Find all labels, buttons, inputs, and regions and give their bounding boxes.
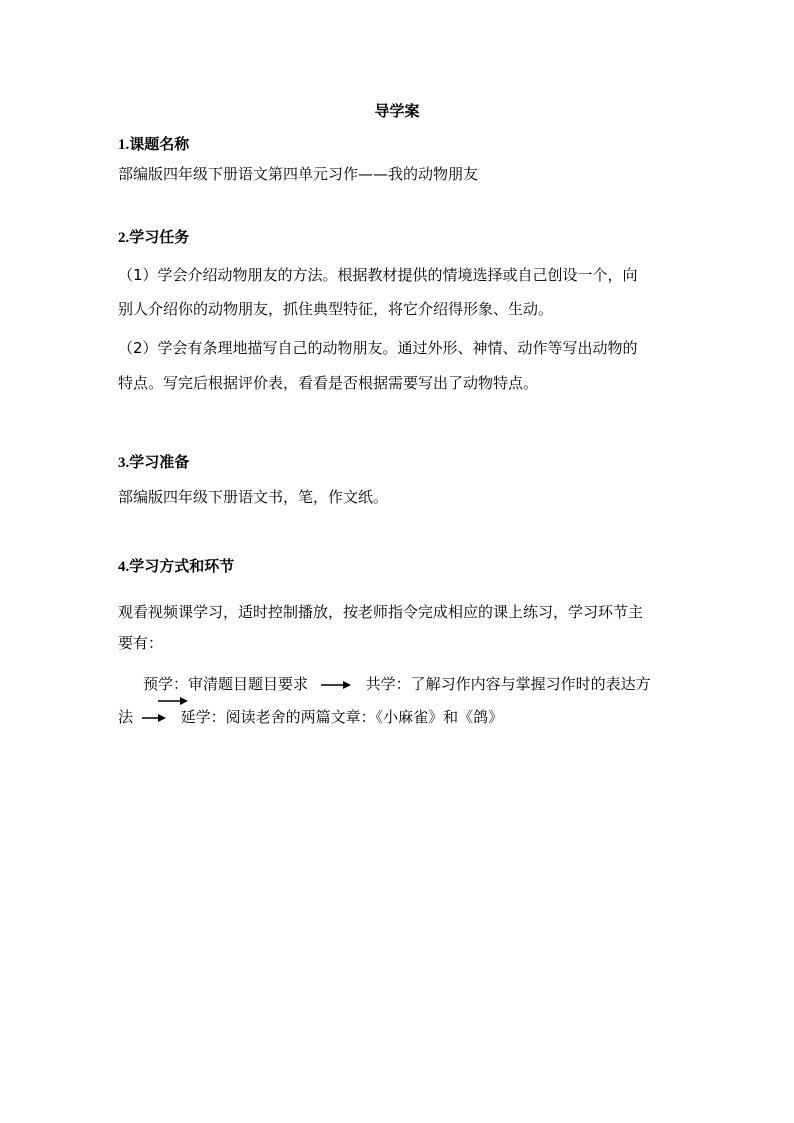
section-3-title: 学习准备 xyxy=(129,453,190,471)
flow-step-preview: 预学：审清题目题目要求 xyxy=(143,675,309,693)
flow-step-colearn-continued: 法 xyxy=(118,708,134,726)
right-arrow-icon xyxy=(321,680,351,690)
section-2-line-3: （2）学会有条理地描写自己的动物朋友。通过外形、神情、动作等写出动物的 xyxy=(118,339,638,357)
section-4-line-1: 观看视频课学习，适时控制播放，按老师指令完成相应的课上练习，学习环节主 xyxy=(118,603,644,621)
right-arrow-icon xyxy=(142,713,166,723)
section-4-line-2: 要有： xyxy=(118,634,164,652)
section-2-number: 2. xyxy=(118,230,130,246)
section-1-title: 课题名称 xyxy=(129,135,190,153)
section-1-number: 1. xyxy=(118,137,130,153)
right-arrow-icon xyxy=(158,692,188,702)
section-2-line-1: （1）学会介绍动物朋友的方法。根据教材提供的情境选择或自己创设一个，向 xyxy=(118,266,638,284)
flow-step-extend: 延学：阅读老舍的两篇文章：《小麻雀》和《鸽》 xyxy=(180,708,504,726)
section-3-text: 部编版四年级下册语文书，笔，作文纸。 xyxy=(118,488,389,506)
flow-step-colearn: 共学：了解习作内容与掌握习作时的表达方 xyxy=(365,675,651,693)
section-1-heading xyxy=(118,133,189,156)
section-3-heading xyxy=(118,451,189,474)
section-4-number: 4. xyxy=(118,559,130,575)
section-2-line-4: 特点。写完后根据评价表，看看是否根据需要写出了动物特点。 xyxy=(118,374,539,392)
section-1-text: 部编版四年级下册语文第四单元习作——我的动物朋友 xyxy=(118,165,479,183)
section-4-title: 学习方式和环节 xyxy=(129,557,235,575)
section-4-heading xyxy=(118,555,234,578)
section-2-heading xyxy=(118,226,189,249)
flow-row-1 xyxy=(143,673,651,695)
section-2-line-2: 别人介绍你的动物朋友，抓住典型特征，将它介绍得形象、生动。 xyxy=(118,300,554,318)
flow-row-2 xyxy=(118,706,503,728)
section-3-number: 3. xyxy=(118,455,130,471)
section-2-title: 学习任务 xyxy=(129,228,190,246)
document-title: 导学案 xyxy=(374,102,420,120)
